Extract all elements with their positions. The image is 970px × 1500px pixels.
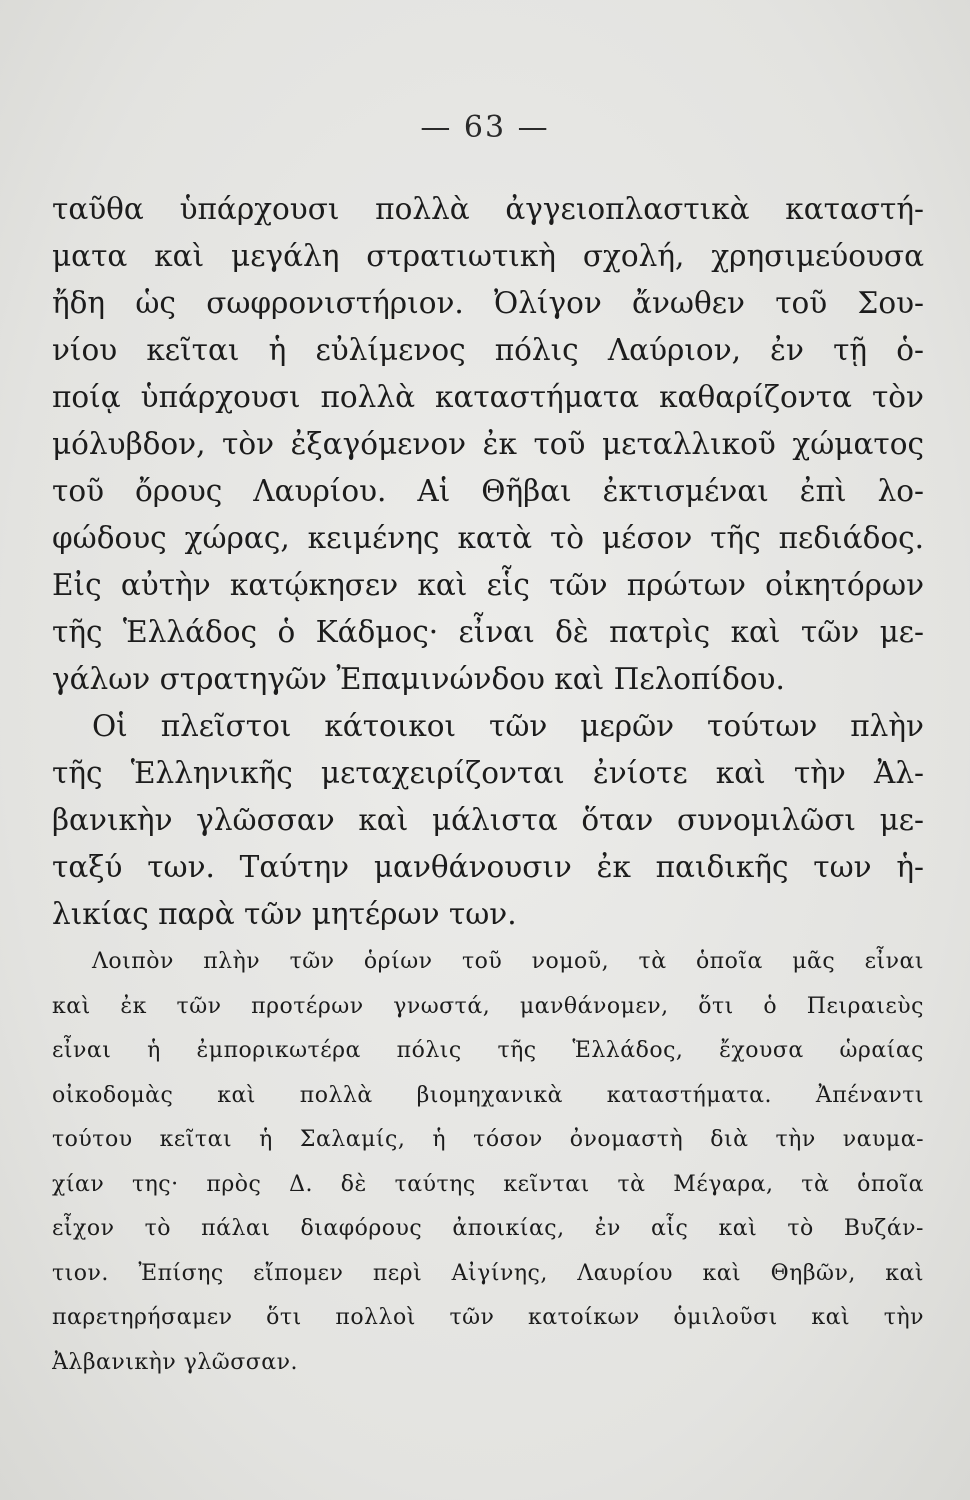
text-line: φώδους χώρας, κειμένης κατὰ τὸ μέσον τῆς πεδιάδος.	[52, 521, 924, 555]
text-line: Οἱ πλεῖστοι κάτοικοι τῶν μερῶν τούτων πλὴν	[92, 709, 924, 743]
summary-line: εἶναι ἡ ἐμπορικωτέρα πόλις τῆς Ἑλλάδος, ἔχουσα ὡραίας	[52, 1038, 924, 1063]
text-line: ματα καὶ μεγάλη στρατιωτικὴ σχολή, χρησιμεύουσα	[52, 239, 924, 273]
text-line: βανικὴν γλῶσσαν καὶ μάλιστα ὅταν συνομιλῶσι με-	[52, 803, 924, 837]
summary-text-block	[52, 940, 924, 1385]
page-number: — 63 —	[420, 110, 550, 145]
text-line: τῆς Ἑλληνικῆς μεταχειρίζονται ἐνίοτε καὶ τὴν Ἀλ-	[52, 756, 924, 790]
summary-line: οἰκοδομὰς καὶ πολλὰ βιομηχανικὰ καταστήματα. Ἀπέναντι	[52, 1082, 924, 1108]
text-line: ποίᾳ ὑπάρχουσι πολλὰ καταστήματα καθαρίζοντα τὸν	[52, 380, 924, 414]
summary-line: καὶ ἐκ τῶν προτέρων γνωστά, μανθάνομεν, ὅτι ὁ Πειραιεὺς	[52, 993, 924, 1019]
summary-line: Λοιπὸν πλὴν τῶν ὁρίων τοῦ νομοῦ, τὰ ὁποῖα μᾶς εἶναι	[92, 949, 924, 974]
text-line: μόλυβδον, τὸν ἐξαγόμενον ἐκ τοῦ μεταλλικοῦ χώματος	[52, 427, 924, 461]
main-text-block	[52, 186, 924, 938]
summary-line: Ἀλβανικὴν γλῶσσαν.	[52, 1349, 298, 1375]
summary-line: χίαν της· πρὸς Δ. δὲ ταύτης κεῖνται τὰ Μέγαρα, τὰ ὁποῖα	[52, 1171, 924, 1197]
text-line: λικίας παρὰ τῶν μητέρων των.	[52, 897, 517, 931]
summary-line: τούτου κεῖται ἡ Σαλαμίς, ἡ τόσον ὀνομαστὴ διὰ τὴν ναυμα-	[52, 1127, 924, 1152]
text-line: ταῦθα ὑπάρχουσι πολλὰ ἀγγειοπλαστικὰ καταστή-	[52, 192, 924, 226]
text-line: τοῦ ὄρους Λαυρίου. Αἱ Θῆβαι ἐκτισμέναι ἐπὶ λο-	[52, 474, 924, 508]
text-line: νίου κεῖται ἡ εὐλίμενος πόλις Λαύριον, ἐν τῇ ὁ-	[52, 333, 924, 367]
summary-line: τιον. Ἐπίσης εἴπομεν περὶ Αἰγίνης, Λαυρίου καὶ Θηβῶν, καὶ	[52, 1260, 924, 1286]
text-line: Εἰς αὐτὴν κατῴκησεν καὶ εἷς τῶν πρώτων οἰκητόρων	[52, 568, 924, 602]
text-line: γάλων στρατηγῶν Ἐπαμινώνδου καὶ Πελοπίδου.	[52, 662, 785, 696]
summary-line: εἶχον τὸ πάλαι διαφόρους ἀποικίας, ἐν αἷς καὶ τὸ Βυζάν-	[52, 1216, 924, 1241]
summary-line: παρετηρήσαμεν ὅτι πολλοὶ τῶν κατοίκων ὁμιλοῦσι καὶ τὴν	[52, 1305, 924, 1330]
text-line: τῆς Ἑλλάδος ὁ Κάδμος· εἶναι δὲ πατρὶς καὶ τῶν με-	[52, 615, 924, 649]
text-line: ἤδη ὡς σωφρονιστήριον. Ὀλίγον ἄνωθεν τοῦ Σου-	[52, 286, 924, 320]
text-line: ταξύ των. Ταύτην μανθάνουσιν ἐκ παιδικῆς των ἡ-	[52, 850, 924, 884]
